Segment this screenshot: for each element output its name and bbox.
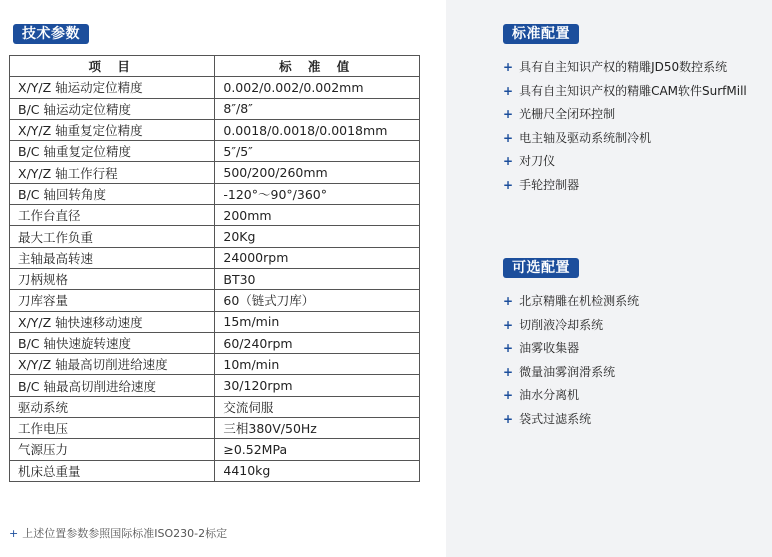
table-row	[10, 98, 420, 119]
param-value: 24000rpm	[215, 247, 420, 268]
list-item-label: 具有自主知识产权的精雕CAM软件SurfMill	[519, 83, 747, 98]
optional-config-list	[503, 290, 639, 432]
table-row	[10, 247, 420, 268]
plus-icon: +	[503, 411, 514, 426]
param-value: -120°～90°/360°	[215, 183, 420, 204]
footnote	[9, 525, 227, 541]
list-item-label: 电主轴及驱动系统制冷机	[519, 130, 652, 145]
list-item-label: 对刀仪	[519, 154, 556, 169]
plus-icon: +	[9, 527, 19, 540]
tech-params-table	[9, 55, 420, 482]
list-item-label: 手轮控制器	[519, 177, 580, 192]
param-name: X/Y/Z 轴重复定位精度	[10, 119, 215, 140]
param-name: X/Y/Z 轴最高切削进给速度	[10, 354, 215, 375]
list-item-label: 切削液冷却系统	[519, 317, 604, 332]
table-row	[10, 77, 420, 98]
list-item	[503, 103, 747, 127]
table-row	[10, 162, 420, 183]
table-row	[10, 418, 420, 439]
table-row	[10, 119, 420, 140]
param-name: 最大工作负重	[10, 226, 215, 247]
table-row	[10, 375, 420, 396]
param-value: 30/120rpm	[215, 375, 420, 396]
plus-icon: +	[503, 60, 514, 74]
param-value: 交流伺服	[215, 396, 420, 417]
param-name: 主轴最高转速	[10, 247, 215, 268]
list-item	[503, 56, 747, 80]
list-item-label: 光栅尺全闭环控制	[519, 107, 616, 122]
plus-icon: +	[503, 294, 514, 308]
standard-config-list	[503, 56, 747, 198]
header-item: 项 目	[10, 56, 215, 77]
plus-icon: +	[503, 388, 514, 403]
list-item	[503, 314, 639, 338]
param-value: 10m/min	[215, 354, 420, 375]
param-name: 工作电压	[10, 418, 215, 439]
standard-config-title: 标准配置	[503, 24, 579, 44]
list-item	[503, 361, 639, 385]
plus-icon: +	[503, 177, 514, 192]
table-row	[10, 183, 420, 204]
param-name: B/C 轴运动定位精度	[10, 98, 215, 119]
table-row	[10, 268, 420, 289]
table-row	[10, 460, 420, 481]
list-item-label: 油雾收集器	[519, 341, 580, 356]
list-item-label: 北京精雕在机检测系统	[519, 294, 640, 308]
param-value: 60/240rpm	[215, 332, 420, 353]
param-name: 刀柄规格	[10, 268, 215, 289]
param-value: 8″/8″	[215, 98, 420, 119]
param-value: BT30	[215, 268, 420, 289]
table-row	[10, 439, 420, 460]
list-item	[503, 150, 747, 174]
param-name: B/C 轴回转角度	[10, 183, 215, 204]
table-row	[10, 396, 420, 417]
plus-icon: +	[503, 317, 514, 332]
param-value: 0.002/0.002/0.002mm	[215, 77, 420, 98]
param-value: 60（链式刀库）	[215, 290, 420, 311]
param-value: 500/200/260mm	[215, 162, 420, 183]
plus-icon: +	[503, 341, 514, 356]
param-name: X/Y/Z 轴工作行程	[10, 162, 215, 183]
list-item	[503, 80, 747, 104]
table-row	[10, 226, 420, 247]
plus-icon: +	[503, 107, 514, 122]
param-value: ≥0.52MPa	[215, 439, 420, 460]
param-value: 4410kg	[215, 460, 420, 481]
list-item-label: 微量油雾润滑系统	[519, 364, 616, 379]
param-name: X/Y/Z 轴运动定位精度	[10, 77, 215, 98]
param-name: 刀库容量	[10, 290, 215, 311]
list-item-label: 袋式过滤系统	[519, 411, 592, 426]
param-name: 驱动系统	[10, 396, 215, 417]
list-item	[503, 127, 747, 151]
plus-icon: +	[503, 130, 514, 145]
param-name: B/C 轴重复定位精度	[10, 141, 215, 162]
param-name: 机床总重量	[10, 460, 215, 481]
table-row	[10, 141, 420, 162]
param-value: 5″/5″	[215, 141, 420, 162]
plus-icon: +	[503, 154, 514, 169]
table-row	[10, 354, 420, 375]
plus-icon: +	[503, 364, 514, 379]
optional-config-title: 可选配置	[503, 258, 579, 278]
tech-params-title: 技术参数	[13, 24, 89, 44]
plus-icon: +	[503, 83, 514, 98]
param-name: 工作台直径	[10, 205, 215, 226]
param-value: 20Kg	[215, 226, 420, 247]
param-value: 三相380V/50Hz	[215, 418, 420, 439]
param-value: 15m/min	[215, 311, 420, 332]
footnote-text: 上述位置参数参照国际标准ISO230-2标定	[22, 527, 228, 540]
table-row	[10, 311, 420, 332]
param-name: X/Y/Z 轴快速移动速度	[10, 311, 215, 332]
param-value: 200mm	[215, 205, 420, 226]
list-item	[503, 337, 639, 361]
list-item	[503, 174, 747, 198]
list-item-label: 具有自主知识产权的精雕JD50数控系统	[519, 60, 728, 74]
param-value: 0.0018/0.0018/0.0018mm	[215, 119, 420, 140]
list-item-label: 油水分离机	[519, 388, 580, 403]
table-header-row	[10, 56, 420, 77]
list-item	[503, 408, 639, 432]
table-row	[10, 290, 420, 311]
table-row	[10, 205, 420, 226]
param-name: B/C 轴最高切削进给速度	[10, 375, 215, 396]
list-item	[503, 290, 639, 314]
header-value: 标 准 值	[215, 56, 420, 77]
param-name: 气源压力	[10, 439, 215, 460]
table-row	[10, 332, 420, 353]
list-item	[503, 384, 639, 408]
param-name: B/C 轴快速旋转速度	[10, 332, 215, 353]
